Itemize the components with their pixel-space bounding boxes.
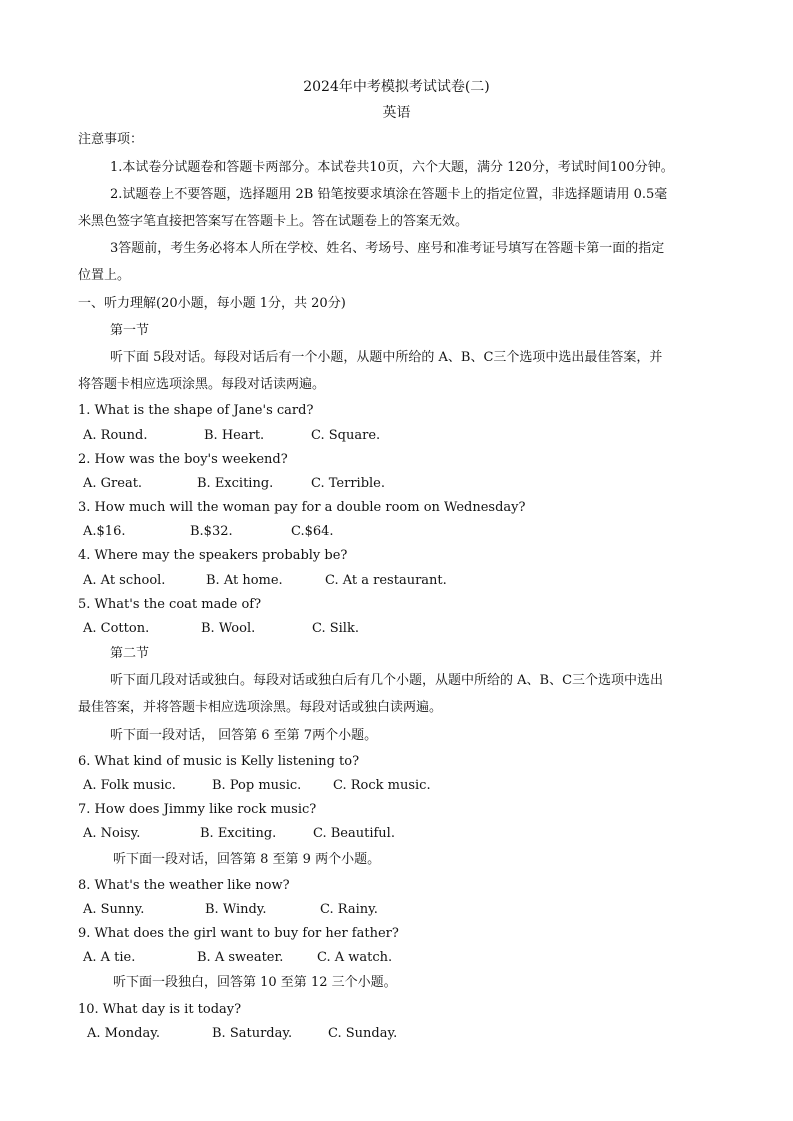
exam-title: 2024年中考模拟考试试卷(二): [303, 79, 490, 95]
option-b: B. A sweater.: [197, 950, 284, 965]
option-b: B. Wool.: [201, 621, 256, 636]
option-a: A. Sunny.: [83, 902, 145, 917]
option-c: C.$64.: [291, 524, 334, 539]
question-text: 8. What's the weather like now?: [78, 878, 290, 893]
part-title: 第一节: [110, 323, 150, 338]
option-a: A. At school.: [83, 573, 166, 588]
question-text: 3. How much will the woman pay for a double room on Wednesday?: [78, 500, 526, 515]
notice-item: 1.本试卷分试题卷和答题卡两部分。本试卷共10页，六个大题，满分 120分，考试时间100分钟。: [110, 160, 674, 175]
listening-cue: 听下面一段对话，回答第 8 至第 9 两个小题。: [113, 852, 381, 867]
option-b: B. Pop music.: [212, 778, 302, 793]
part-instructions: 听下面几段对话或独白。每段对话或独白后有几个小题，从题中所给的 A、B、C三个选项中选出: [110, 673, 664, 688]
question-text: 4. Where may the speakers probably be?: [78, 548, 348, 563]
option-b: B. Heart.: [204, 428, 265, 443]
option-b: B. At home.: [206, 573, 283, 588]
question-text: 7. How does Jimmy like rock music?: [78, 802, 317, 817]
option-b: B.$32.: [190, 524, 233, 539]
question-text: 10. What day is it today?: [78, 1002, 242, 1017]
option-c: C. Sunday.: [328, 1026, 398, 1041]
option-c: C. Rainy.: [320, 902, 378, 917]
option-a: A. Noisy.: [83, 826, 141, 841]
listening-cue: 听下面一段对话， 回答第 6 至第 7两个小题。: [110, 728, 378, 743]
option-c: C. Terrible.: [311, 476, 385, 491]
notice-item: 位置上。: [78, 268, 131, 283]
part-instructions: 将答题卡相应选项涂黑。每段对话读两遍。: [78, 377, 326, 392]
option-c: C. Rock music.: [333, 778, 431, 793]
listening-cue: 听下面一段独白，回答第 10 至第 12 三个小题。: [113, 975, 397, 990]
part-instructions: 听下面 5段对话。每段对话后有一个小题，从题中所给的 A、B、C三个选项中选出最佳答案，并: [110, 350, 663, 365]
notice-heading: 注意事项：: [78, 132, 144, 147]
option-c: C. A watch.: [317, 950, 393, 965]
section-heading: 一、听力理解(20小题，每小题 1分，共 20分): [78, 296, 346, 311]
option-a: A. Round.: [83, 428, 148, 443]
option-b: B. Saturday.: [212, 1026, 293, 1041]
option-c: C. Silk.: [312, 621, 359, 636]
option-b: B. Windy.: [205, 902, 267, 917]
notice-item: 3答题前，考生务必将本人所在学校、姓名、考场号、座号和准考证号填写在答题卡第一面的指定: [110, 241, 665, 256]
question-text: 6. What kind of music is Kelly listening to?: [78, 754, 360, 769]
option-a: A. Cotton.: [83, 621, 150, 636]
option-a: A.$16.: [83, 524, 126, 539]
part-title: 第二节: [110, 646, 150, 661]
part-instructions: 最佳答案，并将答题卡相应选项涂黑。每段对话或独白读两遍。: [78, 700, 443, 715]
option-b: B. Exciting.: [200, 826, 277, 841]
option-a: A. Great.: [83, 476, 143, 491]
subject-title: 英语: [382, 105, 411, 121]
notice-item: 2.试题卷上不要答题，选择题用 2B 铅笔按要求填涂在答题卡上的指定位置，非选择题请用 0.5毫: [110, 187, 668, 202]
option-c: C. Square.: [311, 428, 381, 443]
option-a: A. A tie.: [83, 950, 136, 965]
option-c: C. At a restaurant.: [325, 573, 447, 588]
question-text: 9. What does the girl want to buy for her father?: [78, 926, 399, 941]
question-text: 1. What is the shape of Jane's card?: [78, 403, 314, 418]
option-a: A. Monday.: [87, 1026, 160, 1041]
question-text: 2. How was the boy's weekend?: [78, 452, 288, 467]
notice-item: 米黑色签字笔直接把答案写在答题卡上。答在试题卷上的答案无效。: [78, 214, 469, 229]
question-text: 5. What's the coat made of?: [78, 597, 262, 612]
option-c: C. Beautiful.: [313, 826, 395, 841]
option-a: A. Folk music.: [83, 778, 176, 793]
option-b: B. Exciting.: [197, 476, 274, 491]
